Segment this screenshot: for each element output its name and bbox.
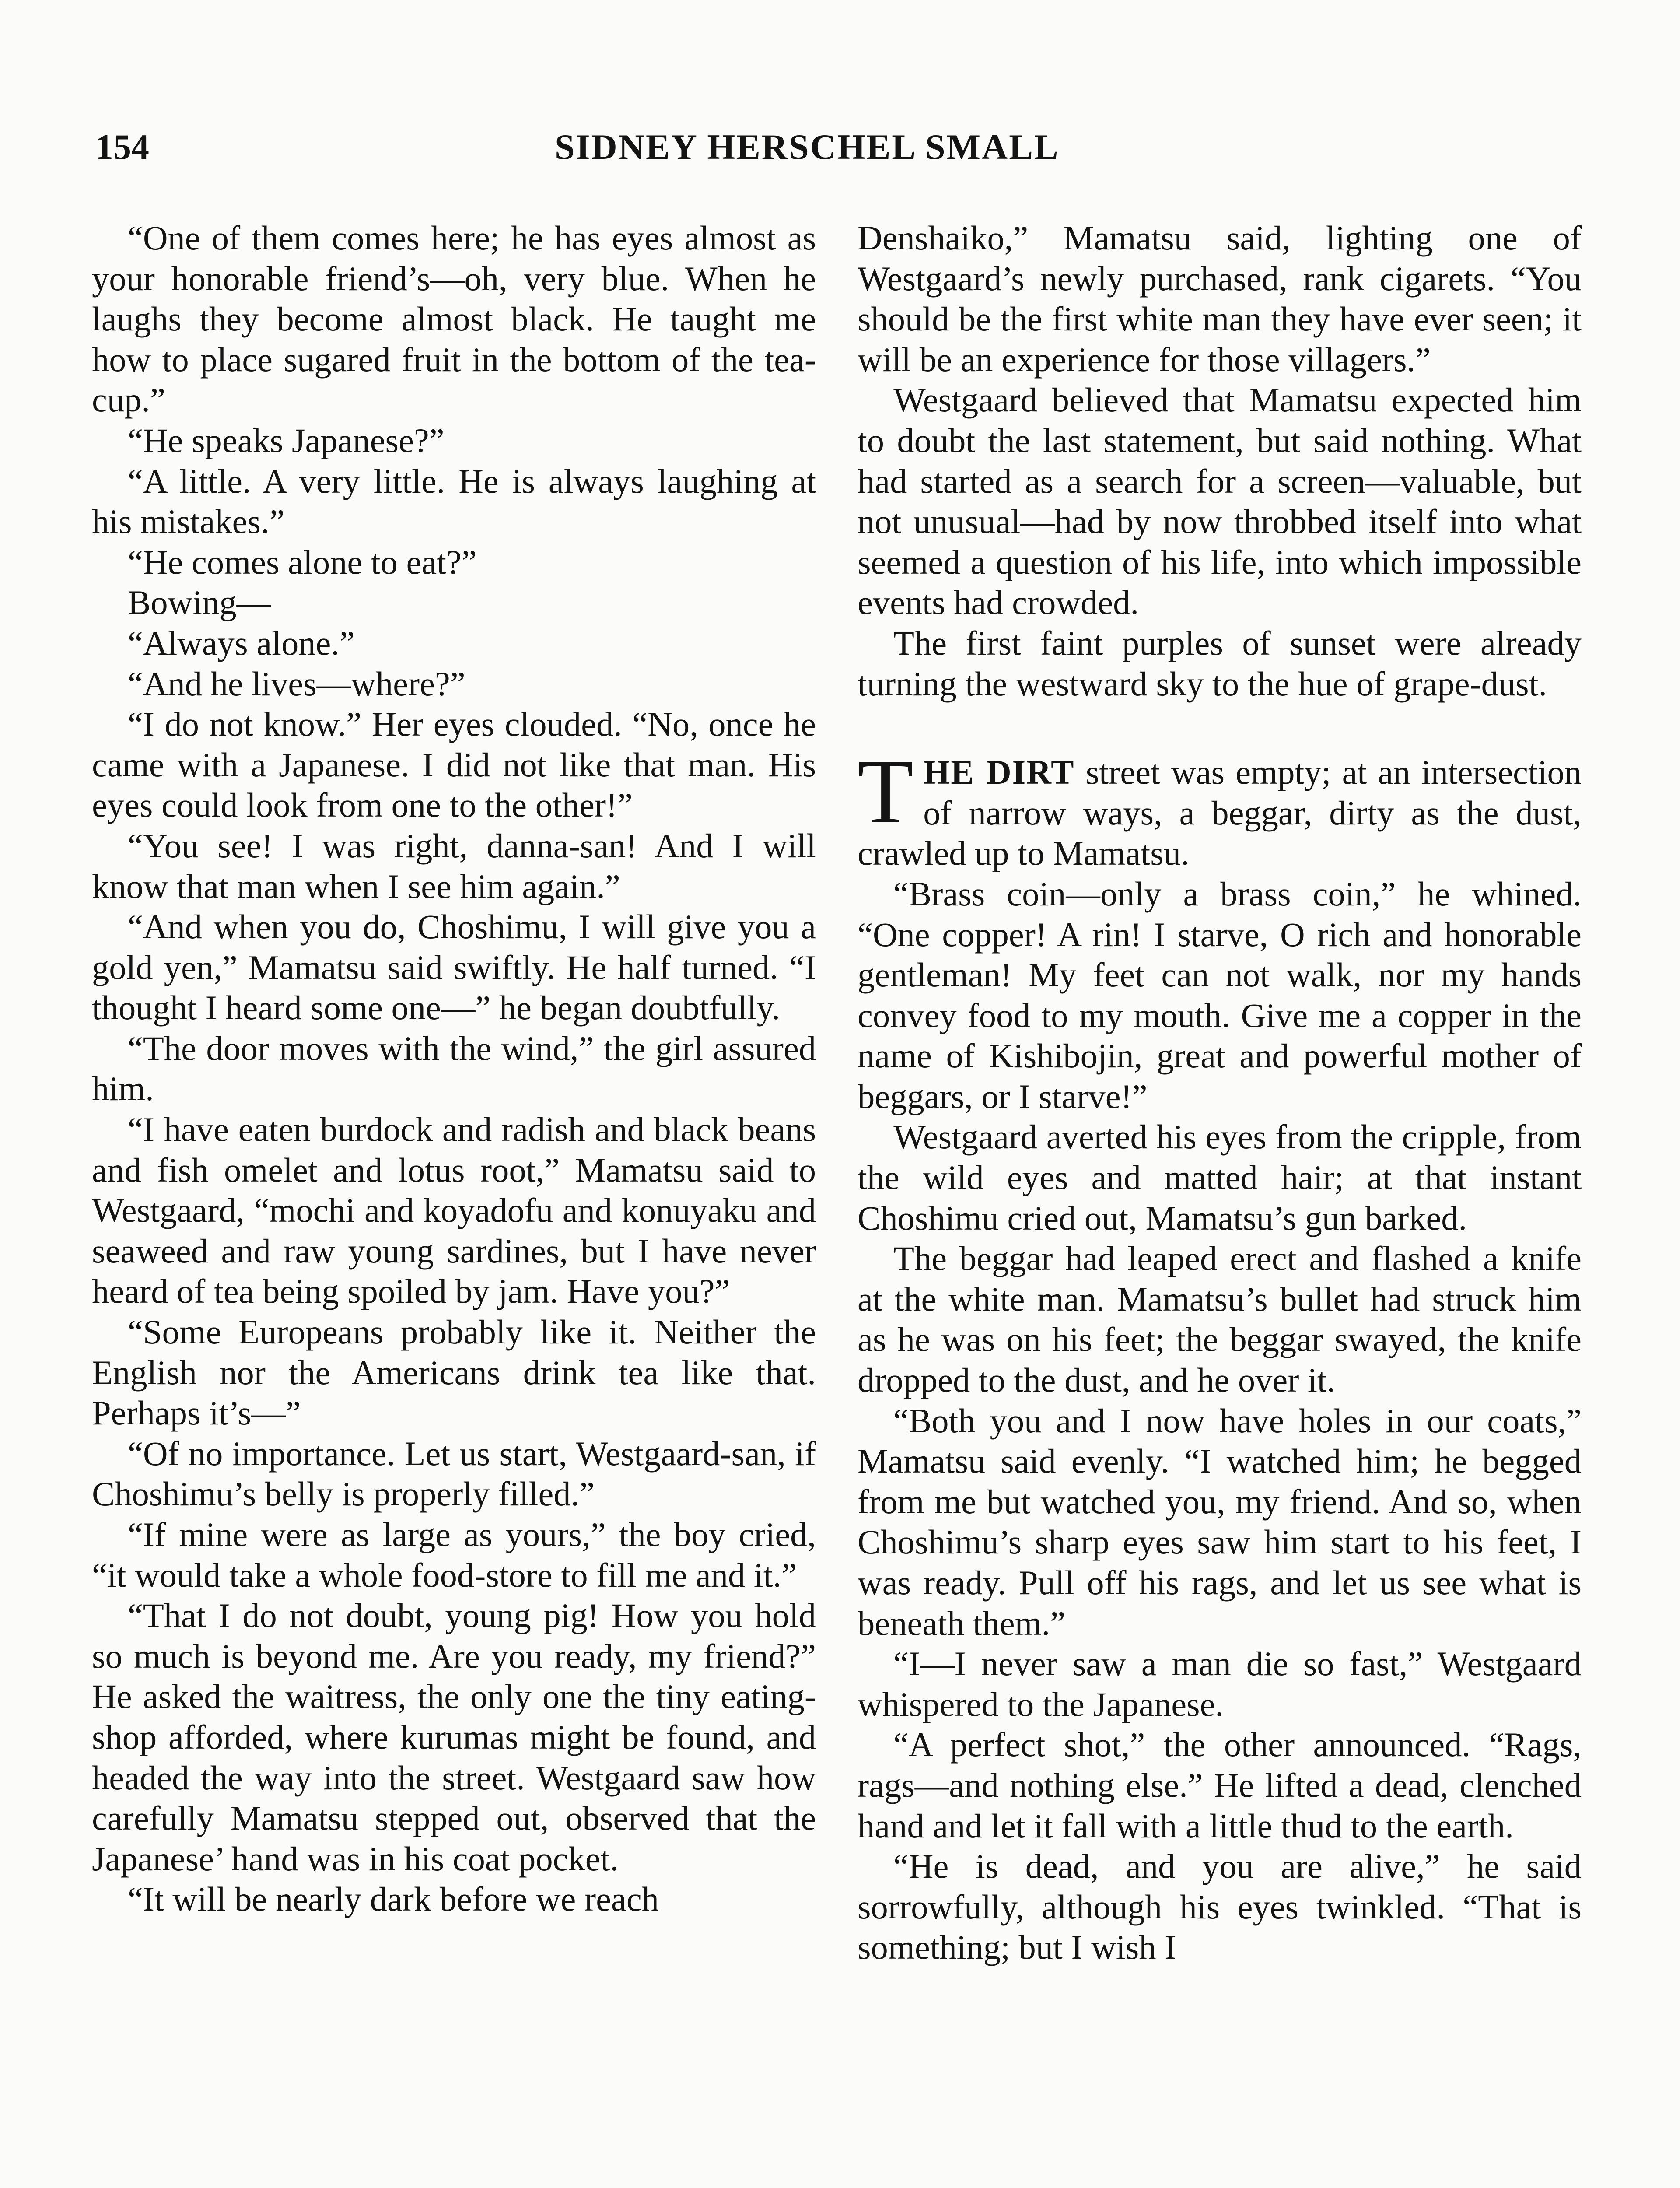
paragraph: “One of them comes here; he has eyes almost as your honorable friend’s—oh, very blue. When he laughs they become almost black. He taught me how to place sugared fruit in the bottom of the tea-cup.” [92,219,816,419]
paragraph: “I do not know.” Her eyes clouded. “No, once he came with a Japanese. I did not like that man. His eyes could look from one to the other!” [92,705,816,824]
paragraph: The beggar had leaped erect and flashed a knife at the white man. Mamatsu’s bullet had struck him as he was on his feet; the beggar swayed, the knife dropped to the dust, and he over it. [858,1239,1582,1399]
paragraph: “It will be nearly dark before we reach [128,1880,659,1918]
left-column [92,218,816,1920]
paragraph: “Always alone.” [128,624,355,662]
paragraph: Westgaard averted his eyes from the cripple, from the wild eyes and matted hair; at that instant Choshimu cried out, Mamatsu’s gun barked. [858,1118,1582,1237]
paragraph: “Of no importance. Let us start, Westgaard-san, if Choshimu’s belly is properly filled.” [92,1434,816,1513]
page-number: 154 [95,127,149,167]
paragraph: “A little. A very little. He is always laughing at his mistakes.” [92,462,816,541]
paragraph: “The door moves with the wind,” the girl assured him. [92,1029,816,1108]
paragraph: Bowing— [128,583,271,622]
paragraph: “He comes alone to eat?” [128,543,477,581]
paragraph: “And when you do, Choshimu, I will give you a gold yen,” Mamatsu said swiftly. He half turned. “I thought I heard some one—” he began doubtfully. [92,908,816,1027]
section-lead-in: HE DIRT [923,753,1075,792]
paragraph: “He is dead, and you are alive,” he said sorrowfully, although his eyes twinkled. “That is something; but I wish I [858,1847,1582,1967]
paragraph: “I have eaten burdock and radish and black beans and fish omelet and lotus root,” Mamatsu said to Westgaard, “mochi and koyadofu and konuyaku and seaweed and raw young sardines, but I have never heard of tea being spoiled by jam. Have you?” [92,1110,816,1311]
paragraph: “And he lives—where?” [128,664,466,703]
paragraph: “If mine were as large as yours,” the boy cried, “it would take a whole food-store to fill me and it.” [92,1515,816,1594]
paragraph: “He speaks Japanese?” [128,421,444,459]
section-first-text: street was empty; at an intersection of narrow ways, a beggar, dirty as the dust, crawled up to Mamatsu. [858,753,1582,873]
paragraph: The first faint purples of sunset were already turning the westward sky to the hue of grape-dust. [858,624,1582,703]
paragraph: Westgaard believed that Mamatsu expected him to doubt the last statement, but said nothing. What had started as a search for a screen—valuable, but not unusual—had by now throbbed itself into what seemed a question of his life, into which impossible events had crowded. [858,381,1582,622]
paragraph: “I—I never saw a man die so fast,” Westgaard whispered to the Japanese. [858,1645,1582,1723]
paragraph: “Both you and I now have holes in our coats,” Mamatsu said evenly. “I watched him; he begged from me but watched you, my friend. And so, when Choshimu’s sharp eyes saw him start to his feet, I was ready. Pull off his rags, and let us see what is beneath them.” [858,1401,1582,1642]
page-header [0,116,1680,168]
paragraph: “That I do not doubt, young pig! How you hold so much is beyond me. Are you ready, my friend?” He asked the waitress, the only one the tiny eating-shop afforded, where kurumas might be found, and headed the way into the street. Westgaard saw how carefully Mamatsu stepped out, observed that the Japanese’ hand was in his coat pocket. [92,1596,816,1878]
right-column [858,218,1582,1968]
drop-cap: T [858,741,914,843]
paragraph: “Brass coin—only a brass coin,” he whined. “One copper! A rin! I starve, O rich and honorable gentleman! My feet can not walk, nor my hands convey food to my mouth. Give me a copper in the name of Kishibojin, great and powerful mother of beggars, or I starve!” [858,874,1582,1115]
section-opening-paragraph [858,741,1582,874]
paragraph: “A perfect shot,” the other announced. “Rags, rags—and nothing else.” He lifted a dead, clenched hand and let it fall with a little thud to the earth. [858,1725,1582,1845]
paragraph: “You see! I was right, danna-san! And I will know that man when I see him again.” [92,826,816,905]
paragraph: Denshaiko,” Mamatsu said, lighting one of Westgaard’s newly purchased, rank cigarets. “You should be the first white man they have ever seen; it will be an experience for those villagers.” [858,219,1582,379]
paragraph: “Some Europeans probably like it. Neither the English nor the Americans drink tea like that. Perhaps it’s—” [92,1313,816,1432]
running-head: SIDNEY HERSCHEL SMALL [555,127,1060,167]
